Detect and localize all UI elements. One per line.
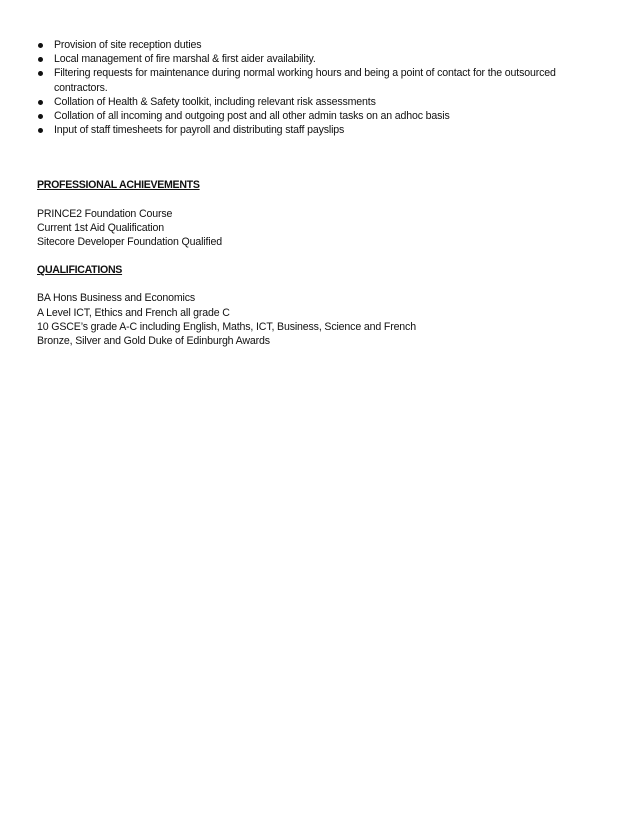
qualification-item: BA Hons Business and Economics <box>37 292 196 305</box>
achievements-list <box>37 207 597 250</box>
duty-item <box>37 95 597 109</box>
bullet-icon <box>38 57 43 62</box>
achievement-item: PRINCE2 Foundation Course <box>37 207 173 220</box>
duty-text: Filtering requests for maintenance during normal working hours and being a point of contact for the outsourced contractors. <box>54 67 556 94</box>
qualification-item: A Level ICT, Ethics and French all grade C <box>37 306 230 319</box>
bullet-icon <box>38 71 43 76</box>
qualification-item: Bronze, Silver and Gold Duke of Edinburgh Awards <box>37 335 270 348</box>
duty-item <box>37 52 597 66</box>
duty-text: Local management of fire marshal & first aider availability. <box>54 53 316 66</box>
duty-item <box>37 66 597 94</box>
achievements-heading: PROFESSIONAL ACHIEVEMENTS <box>37 179 200 192</box>
qualifications-list <box>37 291 597 348</box>
qualification-item: 10 GSCE’s grade A-C including English, Maths, ICT, Business, Science and French <box>37 320 416 333</box>
duty-item <box>37 38 597 52</box>
qualifications-heading: QUALIFICATIONS <box>37 264 123 277</box>
document-content <box>37 38 597 348</box>
duty-text: Collation of Health & Safety toolkit, including relevant risk assessments <box>54 95 376 108</box>
bullet-icon <box>38 114 43 119</box>
duty-text: Collation of all incoming and outgoing post and all other admin tasks on an adhoc basis <box>54 110 450 123</box>
duty-text: Input of staff timesheets for payroll and distributing staff payslips <box>54 124 345 137</box>
achievement-item: Sitecore Developer Foundation Qualified <box>37 236 222 249</box>
bullet-icon <box>38 43 43 48</box>
achievement-item: Current 1st Aid Qualification <box>37 221 164 234</box>
duty-item <box>37 109 597 123</box>
bullet-icon <box>38 128 43 133</box>
duty-text: Provision of site reception duties <box>54 39 202 51</box>
bullet-icon <box>38 100 43 105</box>
duty-item <box>37 123 597 137</box>
duties-list <box>37 38 597 137</box>
